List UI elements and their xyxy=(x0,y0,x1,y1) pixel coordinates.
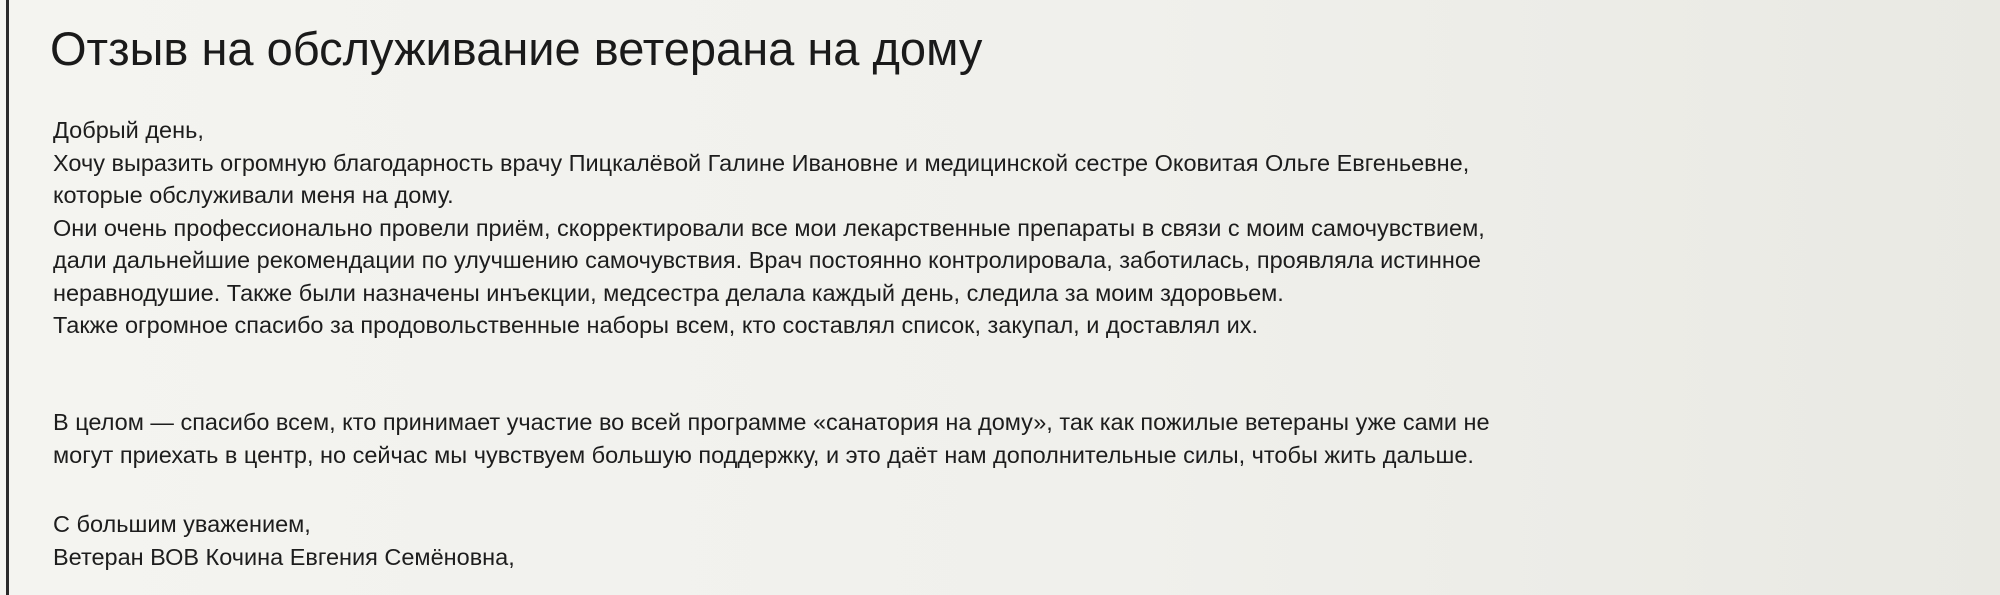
page-left-border xyxy=(6,0,9,595)
text-line: дали дальнейшие рекомендации по улучшению самочувствия. Врач постоянно контролировала, заботилась, проявляла истинное xyxy=(53,247,1481,273)
text-line: Они очень профессионально провели приём, скорректировали все мои лекарственные препараты в связи с моим самочувствием, xyxy=(53,214,1485,241)
letter-closing xyxy=(53,508,515,573)
letter-body-paragraph-2 xyxy=(53,406,1490,471)
text-line: Добрый день, xyxy=(53,117,204,143)
signature-line: Ветеран ВОВ Кочина Евгения Семёновна, xyxy=(53,543,515,570)
text-line: Также огромное спасибо за продовольственные наборы всем, кто составлял список, закупал, и доставлял их. xyxy=(53,312,1259,338)
closing-line: С большим уважением, xyxy=(53,511,311,537)
text-line: могут приехать в центр, но сейчас мы чувствуем большую поддержку, и это даёт нам дополнительные силы, чтобы жить дальше. xyxy=(53,441,1474,468)
letter-body-paragraph-1 xyxy=(53,114,1485,342)
text-line: В целом — спасибо всем, кто принимает участие во всей программе «санатория на дому», так как пожилые ветераны уже сами не xyxy=(53,409,1490,435)
text-line: неравнодушие. Также были назначены инъекции, медсестра делала каждый день, следила за моим здоровьем. xyxy=(53,279,1284,306)
letter-title: Отзыв на обслуживание ветерана на дому xyxy=(50,22,983,75)
text-line: которые обслуживали меня на дому. xyxy=(53,182,454,208)
text-line: Хочу выразить огромную благодарность врачу Пицкалёвой Галине Ивановне и медицинской сестре Оковитая Ольге Евгеньевне, xyxy=(53,149,1470,176)
